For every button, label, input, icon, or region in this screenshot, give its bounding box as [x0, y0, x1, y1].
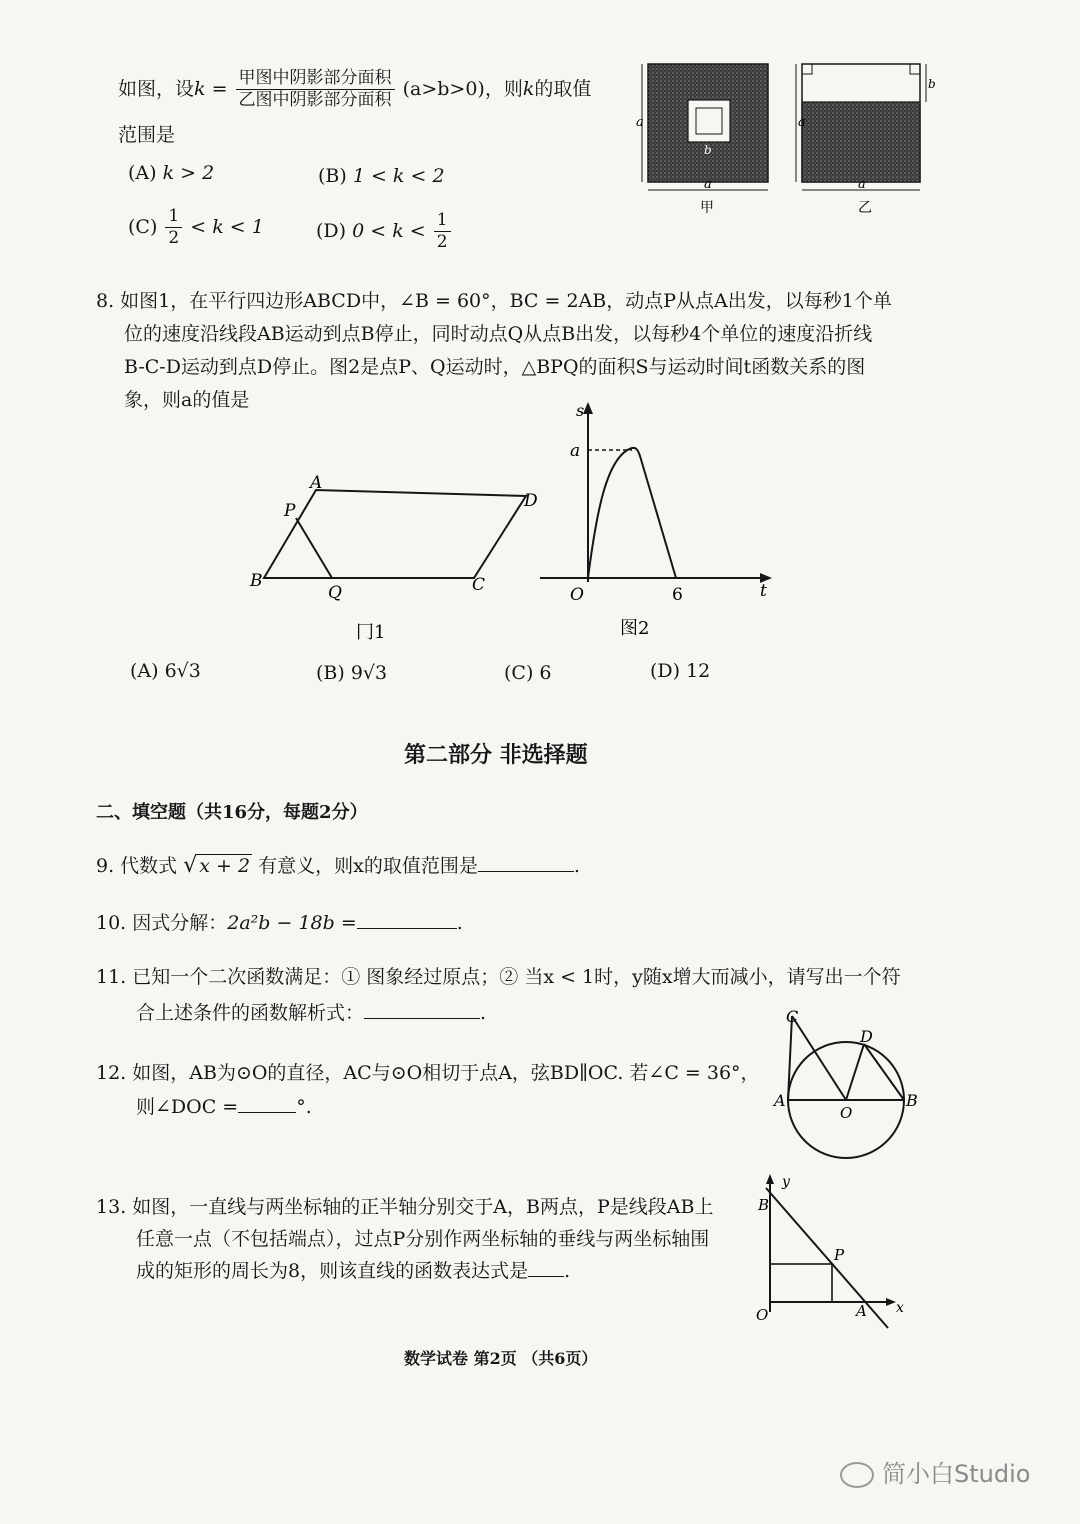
svg-text:A: A	[774, 1091, 786, 1110]
line-ab	[766, 1188, 888, 1328]
q11-line1: 11. 已知一个二次函数满足：① 图象经过原点；② 当x < 1时，y随x增大而减小，请写出一个符	[96, 966, 901, 988]
rectangle-p	[770, 1264, 832, 1302]
q7-figures	[636, 56, 946, 216]
q12-answer-blank[interactable]	[238, 1111, 296, 1113]
watermark: 简小白Studio	[840, 1454, 1030, 1489]
q10-answer-blank[interactable]	[357, 927, 457, 929]
q7-option-a[interactable]: (A) k > 2	[128, 162, 215, 184]
q13-line2: 任意一点（不包括端点），过点P分别作两坐标轴的垂线与两坐标轴围	[136, 1228, 710, 1250]
svg-text:C: C	[786, 1007, 799, 1026]
q11-answer-blank[interactable]	[364, 1017, 480, 1019]
svg-text:a: a	[704, 177, 712, 192]
q8-option-c[interactable]: (C) 6	[504, 662, 552, 684]
q8-option-b[interactable]: (B) 9√3	[316, 662, 388, 684]
yi-shaded-rect	[802, 102, 920, 182]
svg-text:C: C	[472, 575, 486, 595]
q8-option-d[interactable]: (D) 12	[650, 660, 711, 682]
q8-option-a[interactable]: (A) 6√3	[130, 660, 201, 682]
q12-figure	[772, 1002, 932, 1160]
chord-bd	[864, 1044, 904, 1100]
q7-fraction: $\frac{\text{甲图中阴影部分面积}}{\text{乙图中阴影部分面积}}$	[236, 68, 395, 112]
svg-text:b: b	[928, 77, 936, 91]
q7-option-c[interactable]: (C) $\frac{1}{2}$ < k < 1	[128, 206, 264, 249]
svg-text:y: y	[782, 1174, 790, 1190]
q12-line1: 12. 如图，AB为⊙O的直径，AC与⊙O相切于点A，弦BD∥OC. 若∠C = 36°，	[96, 1062, 760, 1084]
svg-text:P: P	[284, 501, 296, 521]
q9-answer-blank[interactable]	[478, 870, 574, 872]
q13-line1: 13. 如图，一直线与两坐标轴的正半轴分别交于A，B两点，P是线段AB上	[96, 1196, 714, 1218]
svg-text:s: s	[576, 401, 585, 420]
q8-line1: 8. 如图1，在平行四边形ABCD中，∠B = 60°，BC = 2AB，动点P从点A出发，以每秒1个单	[96, 290, 892, 312]
q8-line2: 位的速度沿线段AB运动到点B停止，同时动点Q从点B出发，以每秒4个单位的速度沿折线	[124, 323, 873, 345]
q9: 9. 代数式 √ x + 2 有意义，则x的取值范围是 .	[96, 846, 580, 886]
area-curve	[588, 448, 676, 578]
svg-text:a: a	[570, 441, 581, 461]
svg-text:D: D	[524, 491, 538, 511]
section-fill-in: 二、填空题（共16分，每题2分）	[96, 802, 368, 823]
svg-text:b: b	[704, 143, 712, 157]
svg-text:乙: 乙	[858, 200, 872, 216]
q12-line2: 则∠DOC = °.	[136, 1096, 312, 1118]
svg-text:冂1: 冂1	[356, 622, 386, 643]
segment-pq	[296, 518, 332, 578]
svg-text:Q: Q	[328, 583, 342, 603]
segment-od	[846, 1044, 864, 1100]
q13-figure	[752, 1170, 922, 1330]
q7-line2: 范围是	[118, 124, 176, 146]
page-footer: 数学试卷 第2页 （共6页）	[404, 1349, 598, 1368]
svg-text:O: O	[756, 1306, 769, 1324]
q13-answer-blank[interactable]	[528, 1275, 564, 1277]
svg-text:A: A	[310, 473, 323, 493]
svg-text:B: B	[906, 1091, 918, 1110]
q7-option-d[interactable]: (D) 0 < k < $\frac{1}{2}$	[316, 210, 453, 254]
svg-text:B: B	[250, 571, 263, 591]
svg-text:6: 6	[672, 585, 683, 605]
svg-text:x: x	[896, 1300, 904, 1316]
svg-text:a: a	[798, 115, 806, 130]
svg-text:图2: 图2	[620, 618, 650, 639]
q8-figure1	[240, 468, 550, 648]
q10: 10. 因式分解：2a²b − 18b = .	[96, 912, 463, 934]
svg-text:甲: 甲	[700, 200, 714, 216]
svg-text:P: P	[834, 1246, 845, 1264]
svg-text:B: B	[758, 1196, 770, 1214]
q8-figure2	[536, 396, 786, 646]
svg-text:A: A	[856, 1302, 867, 1320]
svg-text:O: O	[840, 1104, 853, 1122]
q8-line3: B-C-D运动到点D停止。图2是点P、Q运动时，△BPQ的面积S与运动时间t函数关系的图	[124, 356, 866, 378]
svg-text:a: a	[858, 177, 866, 192]
q8-line4: 象，则a的值是	[124, 389, 250, 411]
q13-line3: 成的矩形的周长为8，则该直线的函数表达式是 .	[136, 1260, 571, 1282]
svg-text:O: O	[570, 585, 584, 605]
svg-text:a: a	[636, 115, 644, 130]
svg-text:t: t	[760, 581, 767, 601]
q7-line1: 如图，设k = $\frac{\text{甲图中阴影部分面积}}{\text{乙图中阴影部分面积}}$ (a>b>0)，则k的取值	[118, 68, 592, 111]
q7-option-b[interactable]: (B) 1 < k < 2	[318, 165, 445, 187]
sqrt-expression: √ x + 2	[183, 853, 251, 878]
parallelogram-abcd	[264, 490, 526, 578]
wechat-icon	[840, 1462, 874, 1488]
part2-title: 第二部分 非选择题	[404, 743, 588, 768]
segment-co	[792, 1016, 846, 1100]
svg-text:D: D	[860, 1027, 873, 1046]
q11-line2: 合上述条件的函数解析式： .	[136, 1002, 487, 1024]
